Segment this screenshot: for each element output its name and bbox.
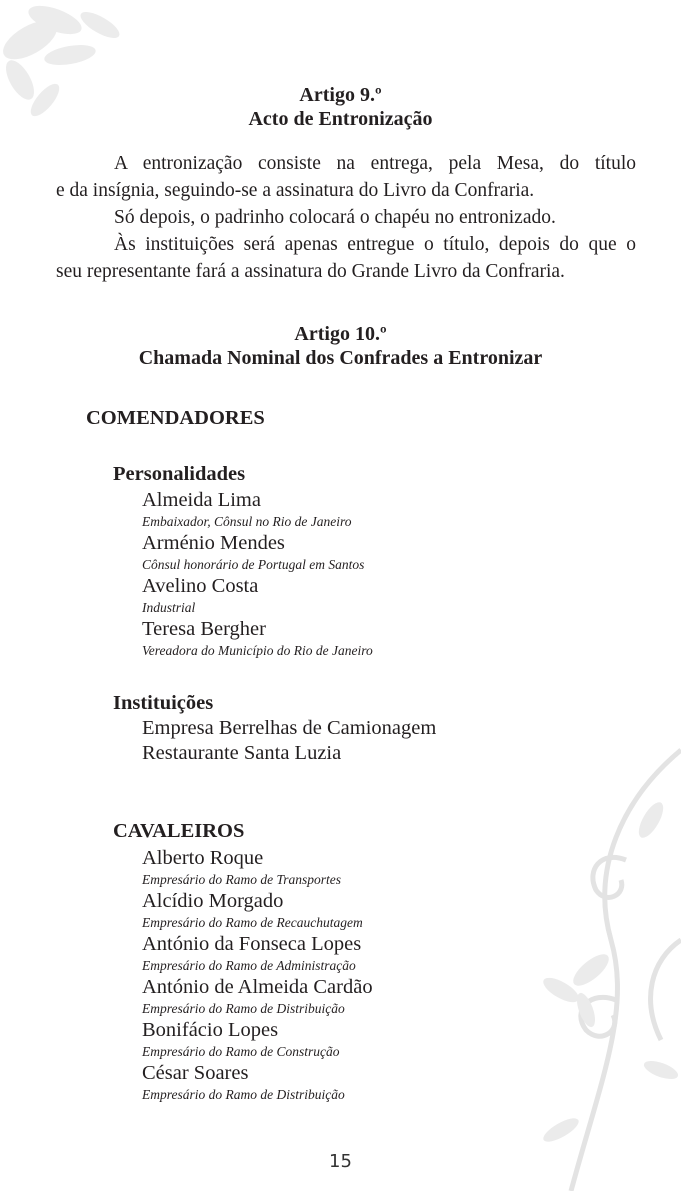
list-item [142,1018,373,1061]
list-item [142,975,373,1018]
personalidades-heading: Personalidades [113,463,246,485]
artigo-9-subtitle: Acto de Entronização [248,108,433,130]
person-name: António da Fonseca Lopes [142,933,362,955]
person-name: Alberto Roque [142,847,264,869]
person-role: Vereadora do Município do Rio de Janeiro [142,643,373,658]
person-name: César Soares [142,1062,249,1084]
artigo-10-title: Artigo 10.º [294,323,387,345]
person-role: Empresário do Ramo de Distribuição [142,1001,345,1016]
person-role: Cônsul honorário de Portugal em Santos [142,557,365,572]
artigo-9-title: Artigo 9.º [299,84,382,106]
list-item [142,846,373,889]
paragraph-line: e da insígnia, seguindo-se a assinatura do Livro da Confraria. [56,180,535,201]
person-name: Almeida Lima [142,489,261,511]
person-name: Bonifácio Lopes [142,1019,279,1041]
person-name: Alcídio Morgado [142,890,284,912]
swirl-ornament-icon [531,740,681,1191]
person-name: Arménio Mendes [142,532,285,554]
person-role: Empresário do Ramo de Construção [142,1044,340,1059]
artigo-9-body [56,150,636,285]
instituicoes-list [142,716,436,766]
instituicoes-heading: Instituições [113,692,214,714]
list-item: Empresa Berrelhas de Camionagem [142,717,437,739]
person-name: Teresa Bergher [142,618,266,640]
person-name: António de Almeida Cardão [142,976,373,998]
artigo-10-subtitle: Chamada Nominal dos Confrades a Entronizar [138,347,543,369]
list-item [142,617,373,660]
list-item [142,932,373,975]
personalidades-list [142,488,373,660]
person-role: Empresário do Ramo de Distribuição [142,1087,345,1102]
person-role: Empresário do Ramo de Recauchutagem [142,915,363,930]
person-role: Empresário do Ramo de Administração [142,958,356,973]
page-number: 15 [329,1151,352,1172]
paragraph-line: seu representante fará a assinatura do Grande Livro da Confraria. [56,261,565,282]
list-item: Restaurante Santa Luzia [142,742,342,764]
paragraph-line: A entronização consiste na entrega, pela Mesa, do título [114,153,636,174]
person-role: Empresário do Ramo de Transportes [142,872,342,887]
list-item [142,889,373,932]
person-role: Embaixador, Cônsul no Rio de Janeiro [142,514,352,529]
list-item [142,1061,373,1104]
list-item [142,574,373,617]
paragraph-line: Às instituições será apenas entregue o título, depois do que o [114,234,636,255]
person-name: Avelino Costa [142,575,259,597]
person-role: Industrial [142,600,196,615]
cavaleiros-list [142,846,373,1104]
list-item [142,488,373,531]
paragraph-line: Só depois, o padrinho colocará o chapéu no entronizado. [114,207,556,228]
comendadores-heading: COMENDADORES [86,407,265,429]
cavaleiros-heading: CAVALEIROS [113,820,245,842]
list-item [142,531,373,574]
